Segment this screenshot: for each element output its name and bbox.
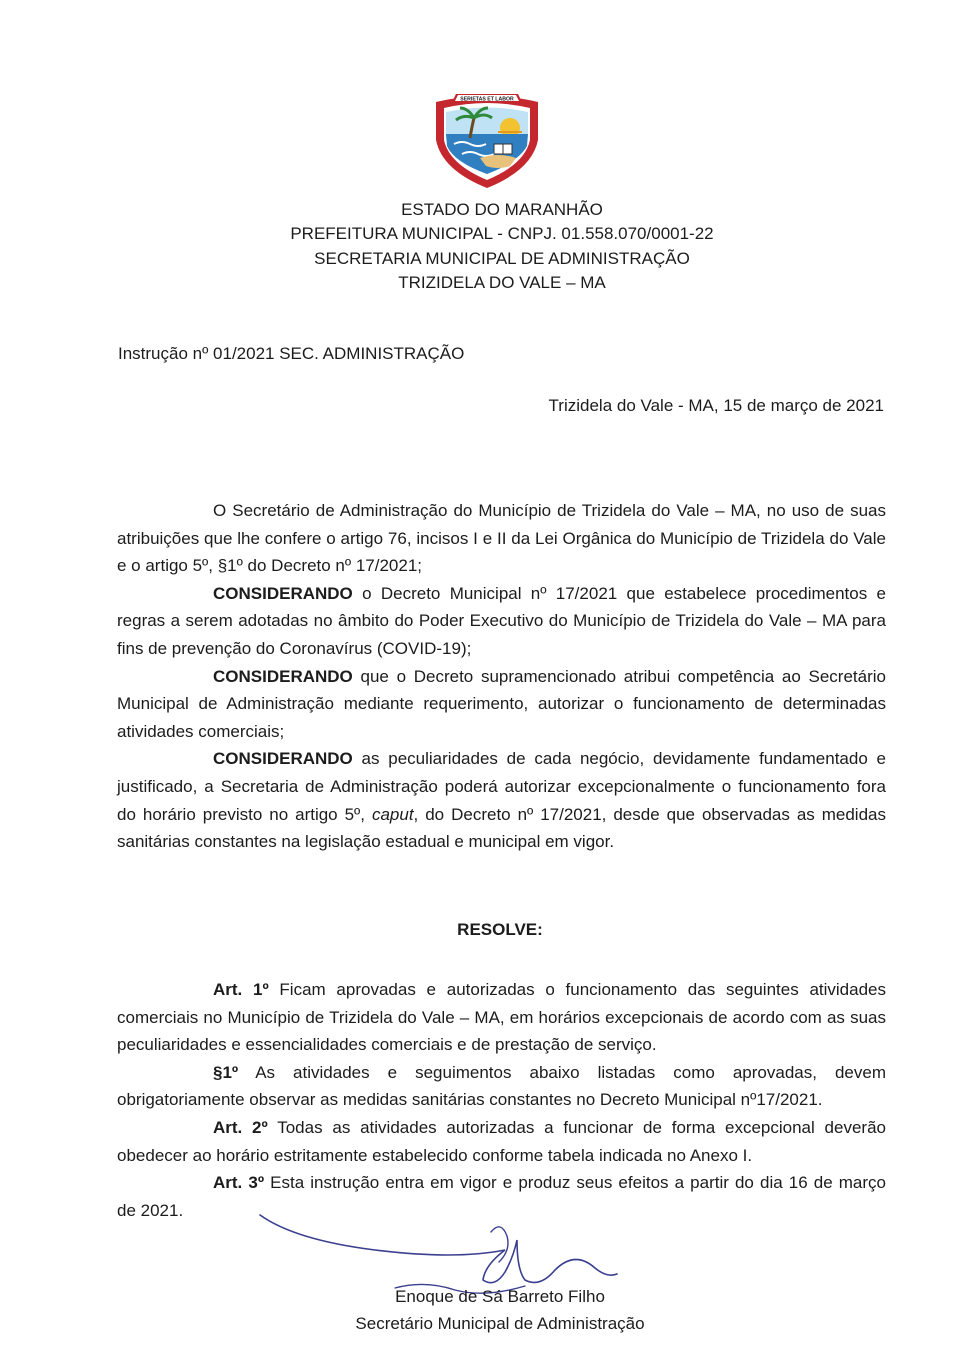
signer-title: Secretário Municipal de Administração — [355, 1314, 645, 1333]
crest-motto: SERIETAS ET LABOR — [460, 96, 514, 103]
considerando-label: CONSIDERANDO — [213, 749, 353, 769]
header-state: ESTADO DO MARANHÃO — [401, 200, 603, 219]
signer-name: Enoque de Sá Barreto Filho — [395, 1287, 605, 1306]
preamble-intro: O Secretário de Administração do Município de Trizidela do Vale – MA, no uso de suas atribuições que lhe confere o artigo 76, incisos I e II da Lei Orgânica do Município de Trizidela do Vale e o artigo 5º, §1º do Decreto nº 17/2021; — [117, 501, 886, 576]
considerando-2: CONSIDERANDO que o Decreto supramencionado atribui competência ao Secretário Municipal de Administração mediante requerimento, autorizar o funcionamento de determinadas atividades comerciais; — [117, 666, 886, 741]
header-prefeitura: PREFEITURA MUNICIPAL - CNPJ. 01.558.070/0001-22 — [290, 224, 714, 244]
letterhead — [0, 198, 979, 295]
article-3: Art. 3º Esta instrução entra em vigor e produz seus efeitos a partir do dia 16 de março de 2021. — [117, 1173, 886, 1220]
resolve-heading: RESOLVE: — [457, 920, 543, 939]
header-city: TRIZIDELA DO VALE – MA — [398, 272, 606, 292]
caput-term: caput — [371, 804, 414, 824]
document-date: Trizidela do Vale - MA, 15 de março de 2021 — [548, 396, 884, 415]
article-1: Art. 1º Ficam aprovadas e autorizadas o funcionamento das seguintes atividades comerciais no Município de Trizidela do Vale – MA, em horários excepcionais de acordo com as suas peculiaridades e essencialidades comerciais e de prestação de serviço. — [117, 980, 886, 1055]
considerando-label: CONSIDERANDO — [213, 666, 353, 686]
instruction-number: Instrução nº 01/2021 SEC. ADMINISTRAÇÃO — [118, 344, 465, 363]
preamble — [117, 497, 886, 856]
paragraph-1: §1º As atividades e seguimentos abaixo listadas como aprovadas, devem obrigatoriamente observar as medidas sanitárias constantes no Decreto Municipal nº17/2021. — [117, 1062, 886, 1110]
municipal-crest-logo — [428, 88, 546, 192]
considerando-label: CONSIDERANDO — [213, 583, 353, 603]
considerando-1: CONSIDERANDO o Decreto Municipal nº 17/2021 que estabelece procedimentos e regras a serem adotadas no âmbito do Poder Executivo do Município de Trizidela do Vale – MA para fins de prevenção do Coronavírus (COVID-19); — [117, 583, 886, 658]
article-2: Art. 2º Todas as atividades autorizadas a funcionar de forma excepcional deverão obedecer ao horário estritamente estabelecido conforme tabela indicada no Anexo I. — [117, 1117, 886, 1165]
considerando-3: CONSIDERANDO as peculiaridades de cada negócio, devidamente fundamentado e justificado, a Secretaria de Administração poderá autorizar excepcionalmente o funcionamento fora do horário previsto no artigo 5º, caput, do Decreto nº 17/2021, desde que observadas as medidas sanitárias constantes na legislação estadual e municipal em vigor. — [117, 749, 886, 852]
articles — [117, 976, 886, 1224]
header-secretaria: SECRETARIA MUNICIPAL DE ADMINISTRAÇÃO — [314, 248, 690, 268]
